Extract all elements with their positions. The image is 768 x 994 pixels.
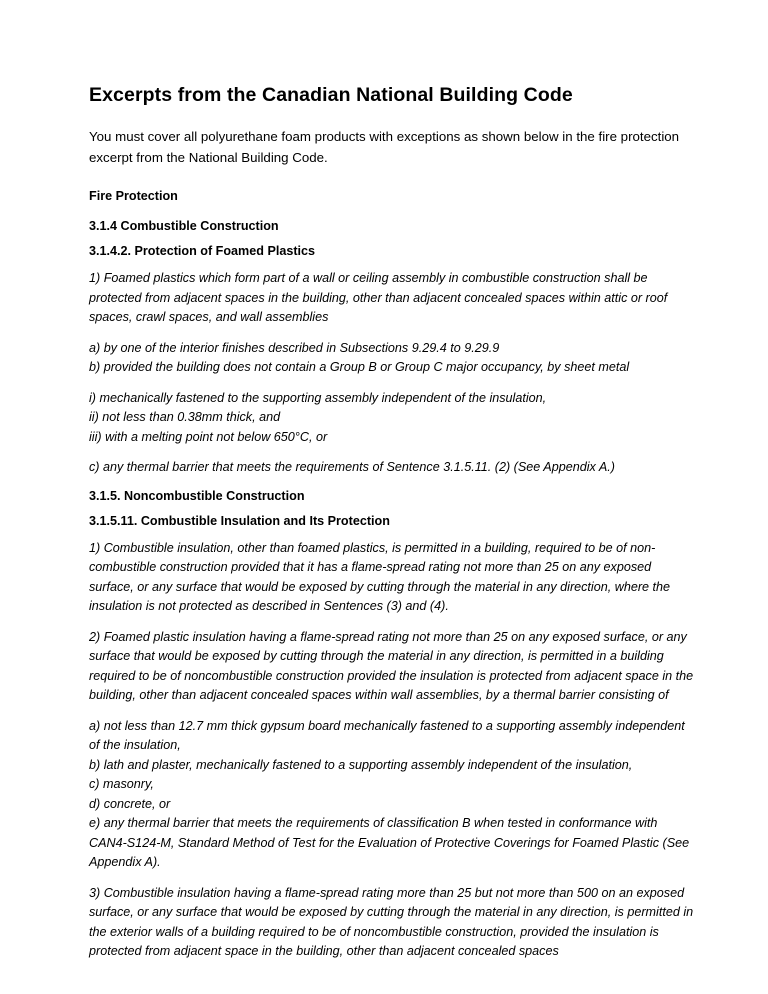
clause-item-i: i) mechanically fastened to the supporting assembly independent of the insulation, <box>89 390 547 405</box>
clause-item-ii: ii) not less than 0.38mm thick, and <box>89 410 281 424</box>
barrier-item-c: c) masonry, <box>89 777 154 791</box>
heading-3-1-5-11: 3.1.5.11. Combustible Insulation and Its Protection <box>89 513 390 528</box>
section-heading-fire-protection: Fire Protection <box>89 189 178 203</box>
clause-list-a-b <box>89 339 698 378</box>
barrier-item-e: e) any thermal barrier that meets the requirements of classification B when tested in conformance with CAN4-S124-M, Standard Method of Test for the Evaluation of Protective Coverings for Foamed Plastic (See Appendix A). <box>89 816 690 869</box>
barrier-item-d: d) concrete, or <box>89 796 171 811</box>
thermal-barrier-list <box>89 717 698 873</box>
clause-list-roman <box>89 389 698 448</box>
clause-3-1-5-11-2: 2) Foamed plastic insulation having a flame-spread rating not more than 25 on any exposed surface, or any surface that would be exposed by cutting through the material in any direction, is permitted in a building required to be of noncombustible construction provided the insulation is protected from adjacent space in the building, other than adjacent concealed spaces within wall assemblies, by a thermal barrier consisting of <box>89 629 694 702</box>
barrier-item-b: b) lath and plaster, mechanically fastened to a supporting assembly independent of the insulation, <box>89 757 633 772</box>
barrier-item-a: a) not less than 12.7 mm thick gypsum board mechanically fastened to a supporting assembly independent of the insulation, <box>89 718 685 752</box>
clause-3-1-4-2-1: 1) Foamed plastics which form part of a wall or ceiling assembly in combustible construction shall be protected from adjacent spaces in the building, other than adjacent concealed spaces within attic or roof spaces, crawl spaces, and wall assemblies <box>89 271 668 324</box>
clause-item-b: b) provided the building does not contain a Group B or Group C major occupancy, by sheet metal <box>89 360 630 374</box>
clause-item-a: a) by one of the interior finishes described in Subsections 9.29.4 to 9.29.9 <box>89 340 500 355</box>
clause-3-1-5-11-3: 3) Combustible insulation having a flame-spread rating more than 25 but not more than 500 on an exposed surface, or any surface that would be exposed by cutting through the material in any direction, is permitted in the exterior walls of a building required to be of noncombustible construction, provided the insulation is protected from adjacent space in the building, other than adjacent concealed spaces <box>89 885 694 958</box>
document-title: Excerpts from the Canadian National Building Code <box>89 84 573 106</box>
heading-3-1-4: 3.1.4 Combustible Construction <box>89 219 279 233</box>
clause-3-1-5-11-1: 1) Combustible insulation, other than foamed plastics, is permitted in a building, required to be of non-combustible construction provided that it has a flame-spread rating not more than 25 on any exposed surface, or any surface that would be exposed by cutting through the material in any direction, where the insulation is not protected as described in Sentences (3) and (4). <box>89 540 671 613</box>
intro-paragraph: You must cover all polyurethane foam products with exceptions as shown below in the fire protection excerpt from the National Building Code. <box>89 129 680 165</box>
heading-3-1-4-2: 3.1.4.2. Protection of Foamed Plastics <box>89 244 316 258</box>
clause-item-iii: iii) with a melting point not below 650°C, or <box>89 429 328 444</box>
heading-3-1-5: 3.1.5. Noncombustible Construction <box>89 488 305 503</box>
clause-item-c: c) any thermal barrier that meets the requirements of Sentence 3.1.5.11. (2) (See Appendix A.) <box>89 460 615 474</box>
